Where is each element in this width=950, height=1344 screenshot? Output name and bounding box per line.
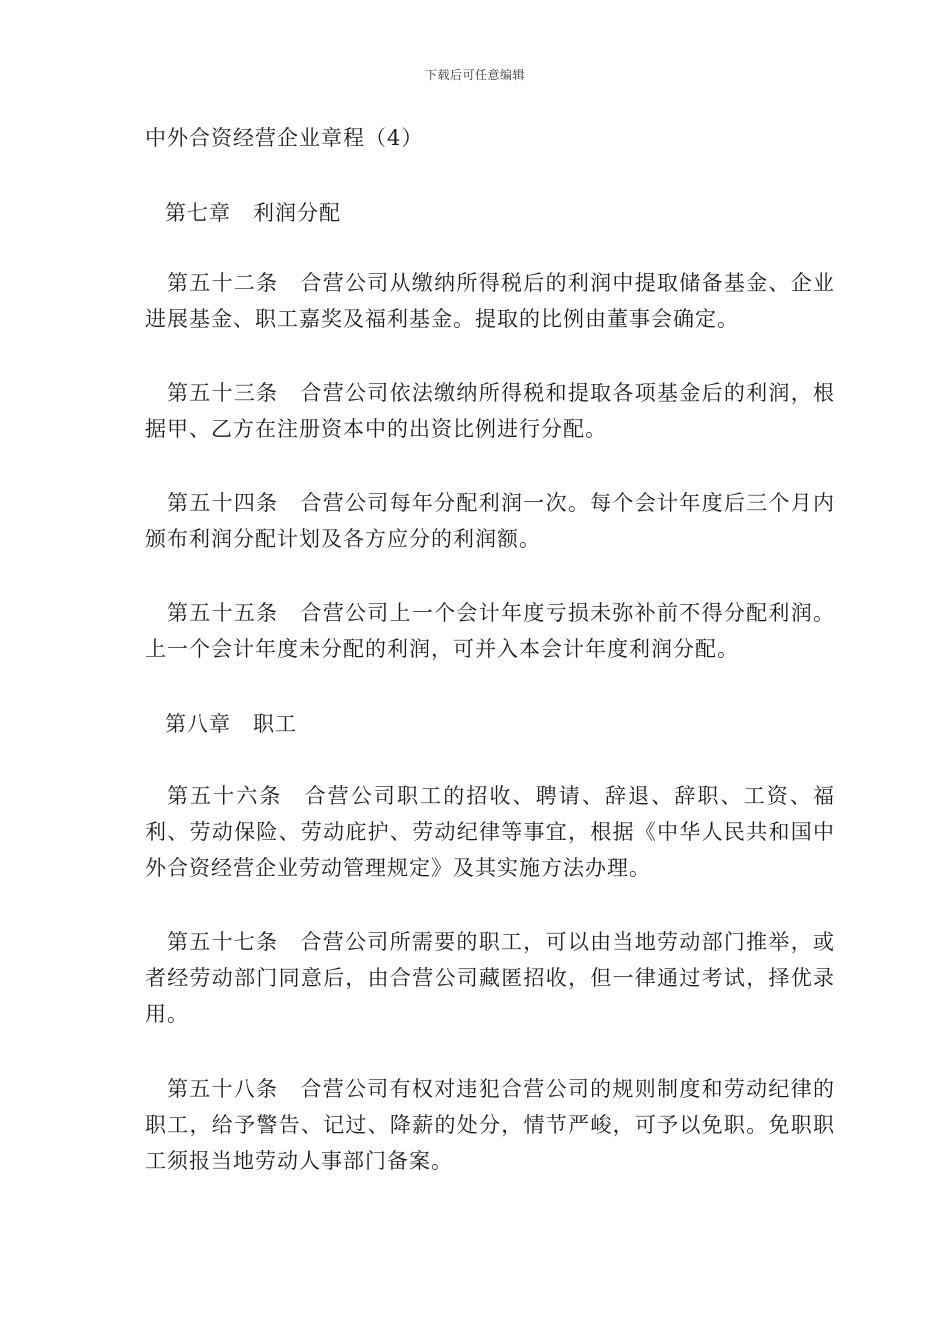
article-number: 第五十八条 bbox=[167, 1077, 279, 1101]
article-text: 合营公司从缴纳所得税后的利润中提取储备基金、企业进展基金、职工嘉奖及福利基金。提取的比例由董事会确定。 bbox=[145, 271, 836, 331]
article-text: 合营公司每年分配利润一次。每个会计年度后三个月内颁布利润分配计划及各方应分的利润额。 bbox=[145, 491, 836, 551]
article-54 bbox=[145, 485, 835, 557]
article-number: 第五十六条 bbox=[167, 784, 283, 808]
article-number: 第五十五条 bbox=[167, 601, 279, 625]
header-note: 下载后可任意编辑 bbox=[424, 68, 525, 82]
article-number: 第五十四条 bbox=[167, 491, 279, 515]
article-52 bbox=[145, 265, 835, 337]
article-53 bbox=[145, 375, 835, 447]
article-text: 合营公司所需要的职工，可以由当地劳动部门推举，或者经劳动部门同意后，由合营公司藏匿招收，但一律通过考试，择优录用。 bbox=[145, 930, 836, 1026]
article-55 bbox=[145, 595, 835, 667]
article-text: 合营公司上一个会计年度亏损未弥补前不得分配利润。上一个会计年度未分配的利润，可并入本会计年度利润分配。 bbox=[145, 601, 836, 661]
article-text: 合营公司有权对违犯合营公司的规则制度和劳动纪律的职工，给予警告、记过、降薪的处分，情节严峻，可予以免职。免职职工须报当地劳动人事部门备案。 bbox=[145, 1077, 836, 1173]
article-number: 第五十二条 bbox=[167, 271, 279, 295]
article-text: 合营公司依法缴纳所得税和提取各项基金后的利润，根据甲、乙方在注册资本中的出资比例进行分配。 bbox=[145, 381, 836, 441]
article-text: 合营公司职工的招收、聘请、辞退、辞职、工资、福利、劳动保险、劳动庇护、劳动纪律等事宜，根据《中华人民共和国中外合资经营企业劳动管理规定》及其实施方法办理。 bbox=[145, 784, 836, 880]
document-title: 中外合资经营企业章程（4） bbox=[145, 126, 424, 150]
article-58 bbox=[145, 1071, 835, 1179]
article-number: 第五十七条 bbox=[167, 930, 279, 954]
chapter-heading-7: 第七章 利润分配 bbox=[165, 201, 341, 225]
article-number: 第五十三条 bbox=[167, 381, 279, 405]
chapter-heading-8: 第八章 职工 bbox=[165, 712, 297, 736]
article-56 bbox=[145, 778, 835, 886]
article-57 bbox=[145, 924, 835, 1032]
